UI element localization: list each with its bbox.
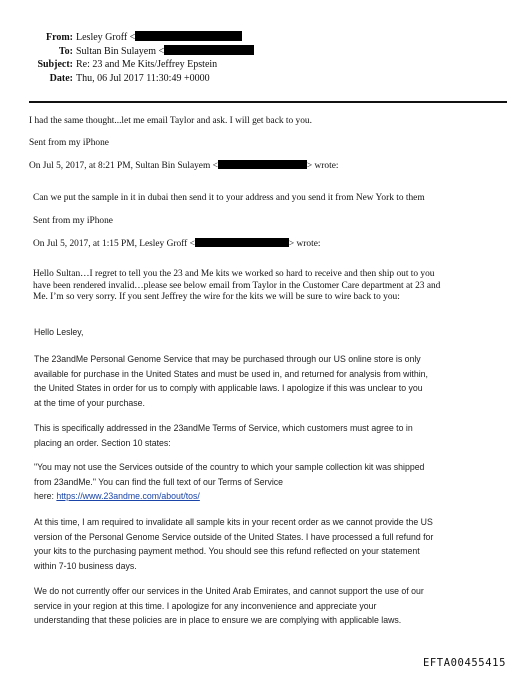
- date-row: [0, 72, 512, 86]
- reply2-body: Can we put the sample in it in dubai then send it to your address and you send it from New York to them: [33, 193, 425, 203]
- paragraph-line: version of the Personal Genome Service outside of the United States. I have processed a full refund for: [34, 531, 434, 542]
- support-paragraph-5: [34, 584, 504, 628]
- reply2-quote-header: [33, 238, 320, 251]
- tos-link[interactable]: https://www.23andme.com/about/tos/: [56, 491, 200, 502]
- quote-prefix: On Jul 5, 2017, at 8:21 PM, Sultan Bin Sulayem <: [29, 161, 218, 171]
- support-greeting: Hello Lesley,: [34, 327, 84, 337]
- reply3-line: Me. I’m so very sorry. If you sent Jeffrey the wire for the kits we will be sure to wire back to you:: [33, 292, 400, 303]
- paragraph-line: [34, 489, 504, 504]
- reply1-body: I had the same thought...let me email Taylor and ask. I will get back to you.: [29, 116, 312, 126]
- bates-number: EFTA00455415: [422, 657, 506, 669]
- redaction-box: [135, 31, 242, 41]
- paragraph-line: At this time, I am required to invalidate all sample kits in your recent order as we cannot provide the US: [34, 517, 433, 527]
- from-value: Lesley Groff <: [76, 32, 136, 43]
- quote-suffix: > wrote:: [306, 161, 339, 171]
- paragraph-line: understanding that these policies are in place to ensure we are complying with applicable laws.: [34, 615, 402, 626]
- paragraph-line: This is specifically addressed in the 23andMe Terms of Service, which customers must agree to in: [34, 423, 413, 433]
- paragraph-line: at the time of your purchase.: [34, 397, 145, 408]
- redaction-box: [195, 238, 289, 247]
- support-paragraph-2: [34, 421, 504, 450]
- paragraph-line: within 7-10 business days.: [34, 560, 137, 571]
- support-paragraph-1: [34, 352, 504, 410]
- header-divider: [29, 101, 507, 103]
- subject-row: [0, 58, 512, 72]
- quote-prefix: On Jul 5, 2017, at 1:15 PM, Lesley Groff <: [33, 239, 195, 249]
- paragraph-line: available for purchase in the United States and must be used in, and returned for analysis from within,: [34, 368, 428, 379]
- paragraph-line: The 23andMe Personal Genome Service that may be purchased through our US online store is only: [34, 354, 421, 364]
- paragraph-line: placing an order. Section 10 states:: [34, 437, 171, 448]
- paragraph-line: the United States in order for us to comply with applicable laws. I apologize if this was unclear to you: [34, 383, 423, 394]
- paragraph-line: "You may not use the Services outside of the country to which your sample collection kit was shipped: [34, 462, 425, 472]
- subject-label: Subject:: [37, 59, 73, 70]
- date-label: Date:: [49, 72, 73, 84]
- paragraph-line: service in your region at this time. I apologize for any inconvenience and appreciate your: [34, 600, 377, 611]
- reply1-quote-header: [29, 160, 338, 173]
- from-label: From:: [45, 32, 73, 43]
- paragraph-line: We do not currently offer our services in the United Arab Emirates, and cannot support the use of our: [34, 586, 424, 596]
- reply2-sent-from: Sent from my iPhone: [33, 216, 113, 226]
- reply3-body: [33, 269, 440, 304]
- email-header: [0, 31, 512, 85]
- to-label: To:: [58, 45, 73, 57]
- quote-suffix: > wrote:: [288, 239, 321, 249]
- link-prefix: here:: [34, 491, 57, 502]
- support-paragraph-3: [34, 460, 504, 504]
- redaction-box: [164, 45, 254, 55]
- paragraph-line: from 23andMe." You can find the full text of our Terms of Service: [34, 476, 284, 487]
- reply3-line: Hello Sultan…I regret to tell you the 23 and Me kits we worked so hard to receive and then ship out to you: [33, 269, 435, 279]
- to-row: [0, 45, 512, 59]
- from-row: [0, 31, 512, 45]
- date-value: Thu, 06 Jul 2017 11:30:49 +0000: [76, 72, 210, 84]
- reply3-line: have been rendered invalid…please see below email from Taylor in the Customer Care department at 23 and: [33, 280, 441, 291]
- redaction-box: [218, 160, 307, 169]
- paragraph-line: your kits to the purchasing payment method. You should see this refund reflected on your statement: [34, 546, 420, 557]
- to-value: Sultan Bin Sulayem <: [76, 45, 165, 57]
- support-paragraph-4: [34, 515, 504, 573]
- reply1-sent-from: Sent from my iPhone: [29, 138, 109, 148]
- subject-value: Re: 23 and Me Kits/Jeffrey Epstein: [76, 59, 218, 70]
